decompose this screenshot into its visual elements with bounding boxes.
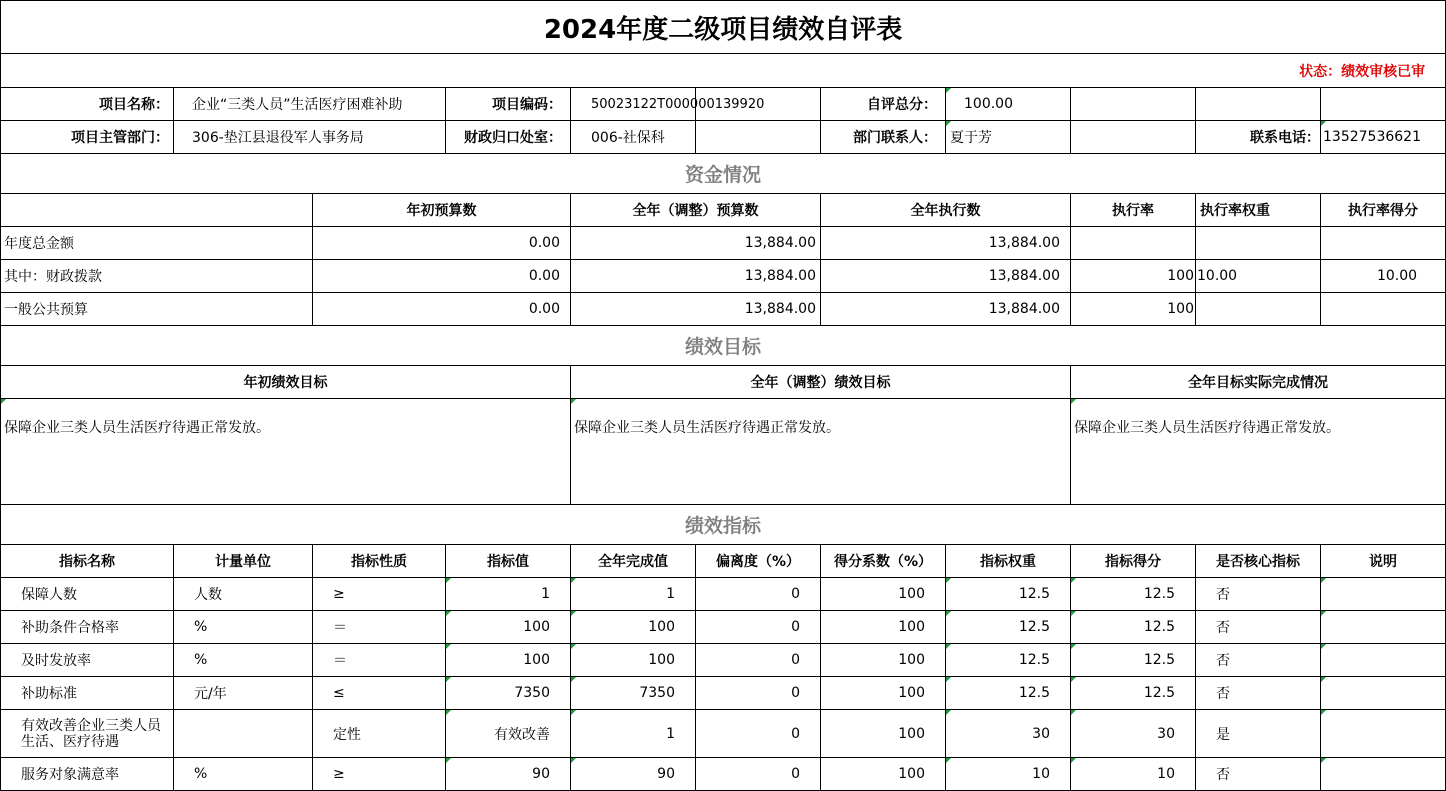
finance-value[interactable]: 006-社保科: [571, 121, 696, 154]
funds-header-rate: 执行率: [1071, 194, 1196, 227]
indicator-row: [1, 578, 1446, 611]
ind-note[interactable]: [1321, 611, 1446, 644]
funds-adjusted[interactable]: 13,884.00: [571, 227, 821, 260]
ind-nature[interactable]: 定性: [313, 710, 446, 758]
funds-header-row: [1, 194, 1446, 227]
funds-header-initial: 年初预算数: [313, 194, 571, 227]
indicator-row: [1, 611, 1446, 644]
phone-label: 联系电话：: [1196, 121, 1321, 154]
funds-score[interactable]: 10.00: [1321, 260, 1446, 293]
ind-coefficient[interactable]: 100: [821, 710, 946, 758]
ind-actual[interactable]: 90: [571, 758, 696, 791]
goals-row: [1, 399, 1446, 505]
project-name-value[interactable]: 企业“三类人员”生活医疗困难补助: [174, 88, 446, 121]
ind-weight[interactable]: 12.5: [946, 677, 1071, 710]
funds-score[interactable]: [1321, 227, 1446, 260]
ind-coefficient[interactable]: 100: [821, 758, 946, 791]
funds-weight[interactable]: [1196, 227, 1321, 260]
indicators-section-title: 绩效指标: [1, 505, 1446, 545]
indicator-row: [1, 758, 1446, 791]
ind-deviation[interactable]: 0: [696, 611, 821, 644]
ind-actual[interactable]: 100: [571, 611, 696, 644]
ind-header-nature: 指标性质: [313, 545, 446, 578]
funds-initial[interactable]: 0.00: [313, 227, 571, 260]
funds-header-executed: 全年执行数: [821, 194, 1071, 227]
funds-rate[interactable]: [1071, 227, 1196, 260]
ind-unit[interactable]: %: [174, 758, 313, 791]
funds-rate[interactable]: 100: [1071, 293, 1196, 326]
ind-header-coefficient: 得分系数（%）: [821, 545, 946, 578]
ind-coefficient[interactable]: 100: [821, 611, 946, 644]
indicator-row: [1, 644, 1446, 677]
ind-deviation[interactable]: 0: [696, 710, 821, 758]
phone-value[interactable]: 13527536621: [1321, 121, 1446, 154]
funds-executed[interactable]: 13,884.00: [821, 293, 1071, 326]
indicators-header-row: [1, 545, 1446, 578]
ind-weight[interactable]: 10: [946, 758, 1071, 791]
ind-header-note: 说明: [1321, 545, 1446, 578]
ind-coefficient[interactable]: 100: [821, 578, 946, 611]
funds-adjusted[interactable]: 13,884.00: [571, 260, 821, 293]
ind-score[interactable]: 12.5: [1071, 677, 1196, 710]
finance-label: 财政归口处室：: [446, 121, 571, 154]
ind-header-weight: 指标权重: [946, 545, 1071, 578]
funds-row: [1, 260, 1446, 293]
ind-name: 及时发放率: [1, 644, 174, 677]
ind-note[interactable]: [1321, 578, 1446, 611]
ind-header-core: 是否核心指标: [1196, 545, 1321, 578]
ind-core[interactable]: 否: [1196, 758, 1321, 791]
funds-row: [1, 293, 1446, 326]
ind-deviation[interactable]: 0: [696, 758, 821, 791]
ind-target[interactable]: 100: [446, 611, 571, 644]
ind-score[interactable]: 30: [1071, 710, 1196, 758]
ind-header-name: 指标名称: [1, 545, 174, 578]
ind-actual[interactable]: 1: [571, 578, 696, 611]
funds-executed[interactable]: 13,884.00: [821, 260, 1071, 293]
ind-deviation[interactable]: 0: [696, 644, 821, 677]
dept-label: 项目主管部门：: [1, 121, 174, 154]
info-row-2: [1, 121, 1446, 154]
funds-weight[interactable]: 10.00: [1196, 260, 1321, 293]
self-score-value[interactable]: 100.00: [946, 88, 1071, 121]
ind-name: 有效改善企业三类人员生活、医疗待遇: [1, 710, 174, 758]
goal-actual[interactable]: 保障企业三类人员生活医疗待遇正常发放。: [1071, 399, 1446, 505]
funds-row-name: 一般公共预算: [1, 293, 313, 326]
contact-label: 部门联系人：: [821, 121, 946, 154]
ind-weight[interactable]: 12.5: [946, 644, 1071, 677]
page-title: 2024年度二级项目绩效自评表: [1, 1, 1446, 54]
ind-header-score: 指标得分: [1071, 545, 1196, 578]
goals-header-row: [1, 366, 1446, 399]
ind-name: 补助标准: [1, 677, 174, 710]
ind-note[interactable]: [1321, 710, 1446, 758]
ind-header-deviation: 偏离度（%）: [696, 545, 821, 578]
funds-header-weight: 执行率权重: [1196, 194, 1321, 227]
ind-nature[interactable]: ≥: [313, 578, 446, 611]
ind-coefficient[interactable]: 100: [821, 644, 946, 677]
ind-score[interactable]: 12.5: [1071, 644, 1196, 677]
ind-actual[interactable]: 7350: [571, 677, 696, 710]
project-code-label: 项目编码：: [446, 88, 571, 121]
ind-unit[interactable]: [174, 710, 313, 758]
ind-note[interactable]: [1321, 758, 1446, 791]
project-name-label: 项目名称：: [1, 88, 174, 121]
funds-initial[interactable]: 0.00: [313, 260, 571, 293]
ind-target[interactable]: 1: [446, 578, 571, 611]
ind-actual[interactable]: 100: [571, 644, 696, 677]
self-score-label: 自评总分：: [821, 88, 946, 121]
ind-header-actual: 全年完成值: [571, 545, 696, 578]
ind-weight[interactable]: 30: [946, 710, 1071, 758]
ind-actual[interactable]: 1: [571, 710, 696, 758]
funds-weight[interactable]: [1196, 293, 1321, 326]
funds-initial[interactable]: 0.00: [313, 293, 571, 326]
funds-rate[interactable]: 100: [1071, 260, 1196, 293]
ind-core[interactable]: 否: [1196, 578, 1321, 611]
ind-header-target: 指标值: [446, 545, 571, 578]
contact-value[interactable]: 夏于芳: [946, 121, 1071, 154]
funds-row-name: 其中：财政拨款: [1, 260, 313, 293]
ind-deviation[interactable]: 0: [696, 677, 821, 710]
ind-nature[interactable]: ≥: [313, 758, 446, 791]
ind-name: 保障人数: [1, 578, 174, 611]
ind-score[interactable]: 10: [1071, 758, 1196, 791]
ind-nature[interactable]: ＝: [313, 611, 446, 644]
ind-note[interactable]: [1321, 677, 1446, 710]
goals-header-initial: 年初绩效目标: [1, 366, 571, 399]
goals-section-title: 绩效目标: [1, 326, 1446, 366]
ind-coefficient[interactable]: 100: [821, 677, 946, 710]
funds-header-adjusted: 全年（调整）预算数: [571, 194, 821, 227]
ind-nature[interactable]: ≤: [313, 677, 446, 710]
ind-name: 服务对象满意率: [1, 758, 174, 791]
ind-name: 补助条件合格率: [1, 611, 174, 644]
ind-deviation[interactable]: 0: [696, 578, 821, 611]
ind-score[interactable]: 12.5: [1071, 611, 1196, 644]
indicator-row: [1, 677, 1446, 710]
ind-target[interactable]: 100: [446, 644, 571, 677]
ind-core[interactable]: 否: [1196, 644, 1321, 677]
goals-header-actual: 全年目标实际完成情况: [1071, 366, 1446, 399]
ind-nature[interactable]: ＝: [313, 644, 446, 677]
ind-score[interactable]: 12.5: [1071, 578, 1196, 611]
ind-note[interactable]: [1321, 644, 1446, 677]
funds-row-name: 年度总金额: [1, 227, 313, 260]
ind-unit[interactable]: 元/年: [174, 677, 313, 710]
funds-row: [1, 227, 1446, 260]
funds-executed[interactable]: 13,884.00: [821, 227, 1071, 260]
ind-target[interactable]: 7350: [446, 677, 571, 710]
ind-target[interactable]: 90: [446, 758, 571, 791]
info-row-1: [1, 88, 1446, 121]
ind-weight[interactable]: 12.5: [946, 611, 1071, 644]
goal-initial[interactable]: 保障企业三类人员生活医疗待遇正常发放。: [1, 399, 571, 505]
ind-weight[interactable]: 12.5: [946, 578, 1071, 611]
funds-section-title: 资金情况: [1, 154, 1446, 194]
goals-header-adjusted: 全年（调整）绩效目标: [571, 366, 1071, 399]
ind-unit[interactable]: %: [174, 644, 313, 677]
ind-header-unit: 计量单位: [174, 545, 313, 578]
ind-core[interactable]: 否: [1196, 611, 1321, 644]
ind-core[interactable]: 否: [1196, 677, 1321, 710]
indicator-row: [1, 710, 1446, 758]
status-badge: 状态：绩效审核已审: [1, 54, 1446, 88]
funds-adjusted[interactable]: 13,884.00: [571, 293, 821, 326]
ind-unit[interactable]: 人数: [174, 578, 313, 611]
ind-unit[interactable]: %: [174, 611, 313, 644]
goal-adjusted[interactable]: 保障企业三类人员生活医疗待遇正常发放。: [571, 399, 1071, 505]
dept-value[interactable]: 306-垫江县退役军人事务局: [174, 121, 446, 154]
funds-header-score: 执行率得分: [1321, 194, 1446, 227]
ind-core[interactable]: 是: [1196, 710, 1321, 758]
project-code-value[interactable]: 50023122T000000139920: [571, 88, 696, 121]
ind-target[interactable]: 有效改善: [446, 710, 571, 758]
funds-score[interactable]: [1321, 293, 1446, 326]
